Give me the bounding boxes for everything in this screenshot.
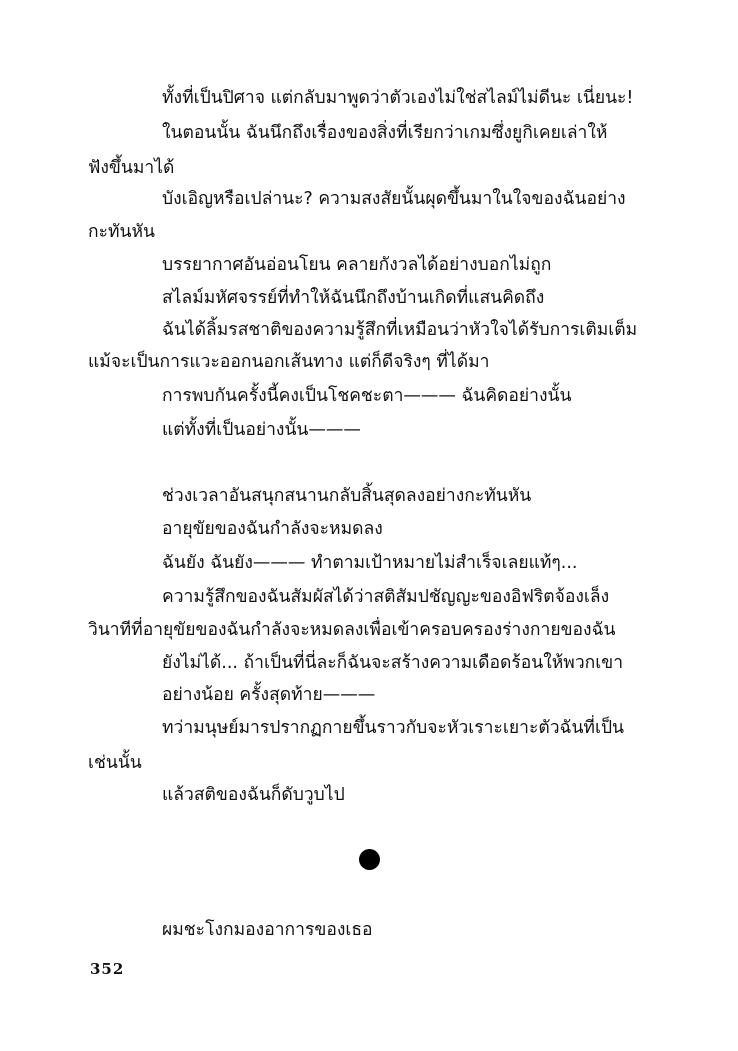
text-line: ความรู้สึกของฉันสัมผัสได้ว่าสติสัมปชัญญะของอิฟริตจ้องเล็ง [162, 587, 610, 607]
text-line: บรรยากาศอันอ่อนโยน คลายกังวลได้อย่างบอกไม่ถูก [162, 255, 552, 275]
text-line: แล้วสติของฉันก็ดับวูบไป [162, 785, 345, 805]
text-line: ฉันได้ลิ้มรสชาติของความรู้สึกที่เหมือนว่าหัวใจได้รับการเติมเต็ม [162, 320, 638, 340]
text-line: ฉันยัง ฉันยัง——— ทำตามเป้าหมายไม่สำเร็จเลยแท้ๆ... [162, 553, 578, 573]
section-break-dot-icon [359, 849, 380, 870]
text-line: ทว่ามนุษย์มารปรากฏกายขึ้นราวกับจะหัวเราะเยาะตัวฉันที่เป็น [162, 718, 625, 738]
text-line: ยังไม่ได้... ถ้าเป็นที่นี่ละก็ฉันจะสร้างความเดือดร้อนให้พวกเขา [162, 653, 624, 673]
text-line: ฟังขึ้นมาได้ [88, 158, 175, 178]
text-line: อย่างน้อย ครั้งสุดท้าย——— [162, 685, 376, 705]
text-line: ช่วงเวลาอันสนุกสนานกลับสิ้นสุดลงอย่างกะทันหัน [162, 486, 532, 506]
text-line: การพบกันครั้งนี้คงเป็นโชคชะตา——— ฉันคิดอย่างนั้น [162, 386, 572, 406]
text-line: วินาทีที่อายุขัยของฉันกำลังจะหมดลงเพื่อเข้าครอบครองร่างกายของฉัน [88, 620, 616, 640]
text-line: อายุขัยของฉันกำลังจะหมดลง [162, 519, 383, 539]
text-line: บังเอิญหรือเปล่านะ? ความสงสัยนั้นผุดขึ้นมาในใจของฉันอย่าง [162, 189, 626, 209]
text-line: แต่ทั้งที่เป็นอย่างนั้น——— [162, 420, 361, 440]
text-line: กะทันหัน [88, 222, 155, 242]
text-line: ผมชะโงกมองอาการของเธอ [162, 920, 373, 940]
text-line: เช่นนั้น [88, 753, 142, 773]
page-number: 352 [90, 960, 125, 978]
text-line: แม้จะเป็นการแวะออกนอกเส้นทาง แต่ก็ดีจริงๆ ที่ได้มา [88, 352, 490, 372]
text-line: ทั้งที่เป็นปิศาจ แต่กลับมาพูดว่าตัวเองไม่ใช่สไลม์ไม่ดีนะ เนี่ยนะ! [162, 88, 634, 108]
text-line: ในตอนนั้น ฉันนึกถึงเรื่องของสิ่งที่เรียกว่าเกมซึ่งยูกิเคยเล่าให้ [162, 123, 608, 143]
text-line: สไลม์มหัศจรรย์ที่ทำให้ฉันนึกถึงบ้านเกิดที่แสนคิดถึง [162, 288, 545, 308]
